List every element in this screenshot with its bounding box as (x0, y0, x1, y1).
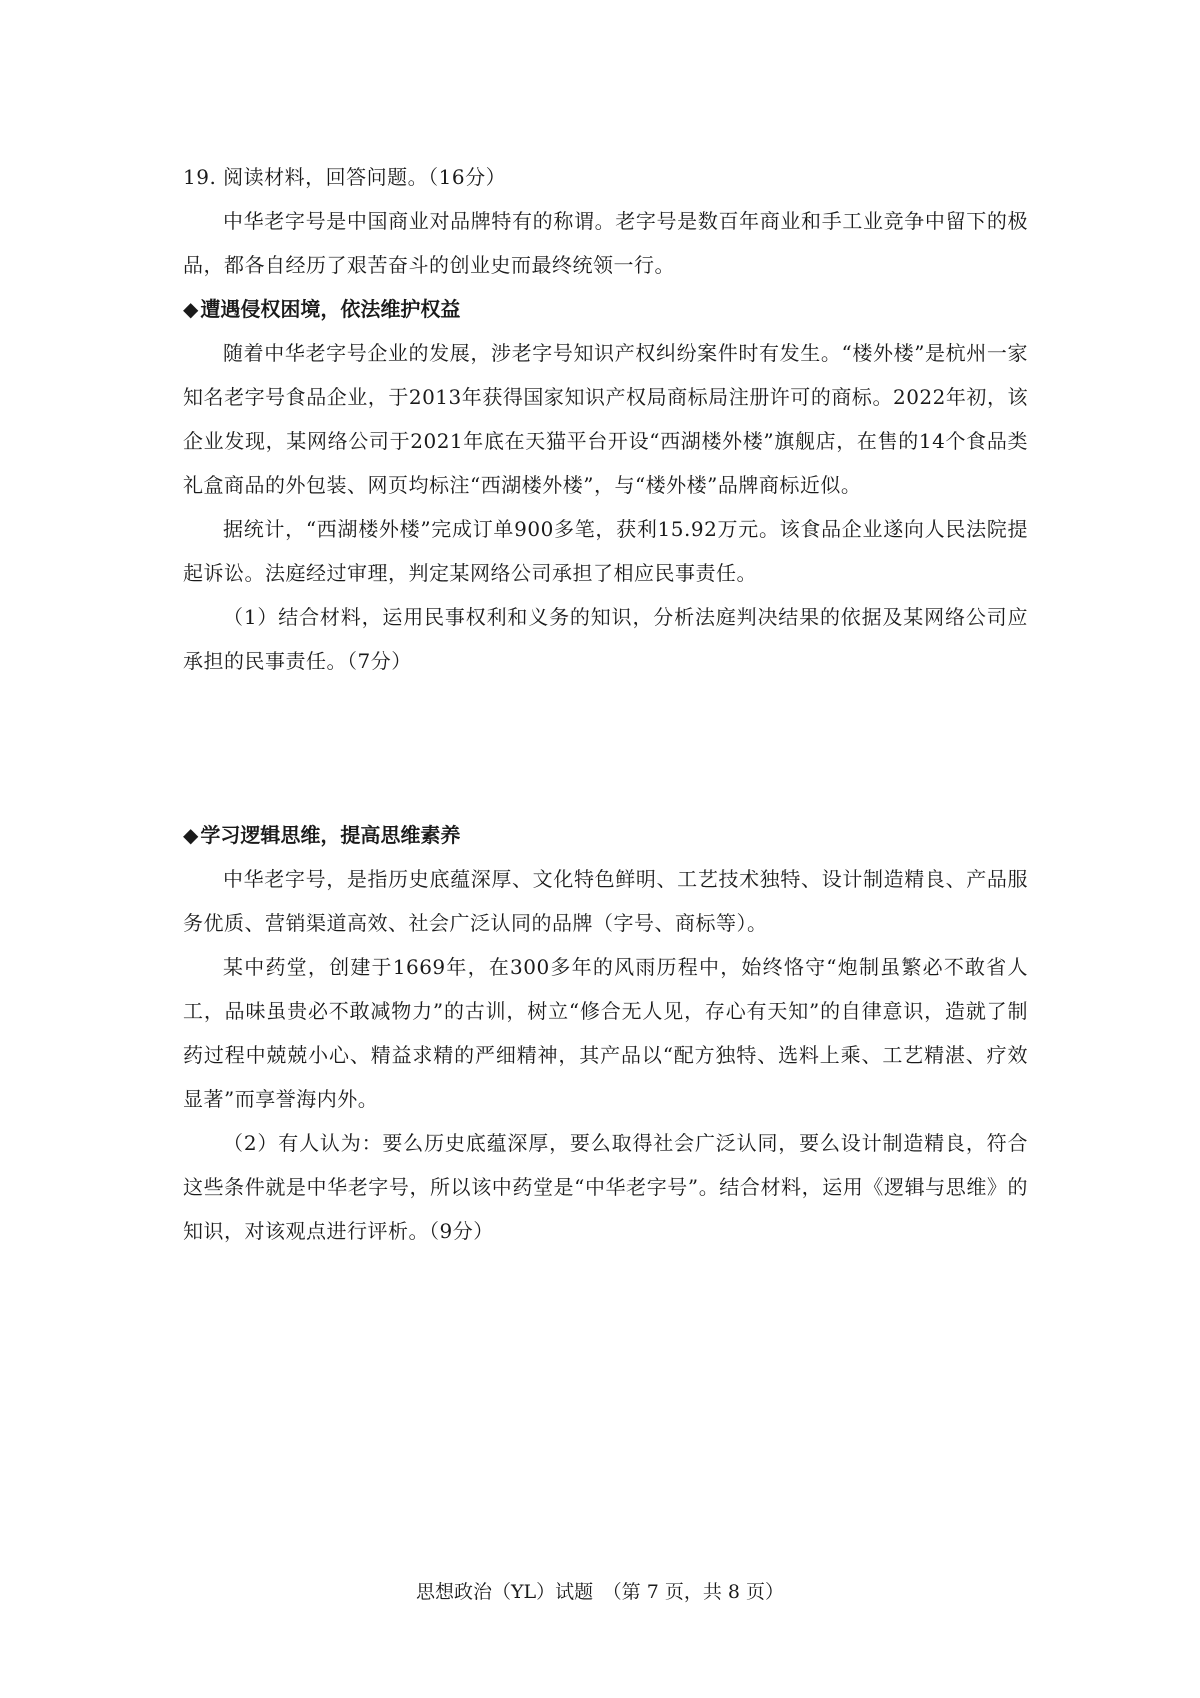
diamond-bullet-icon: ◆ (183, 823, 199, 847)
question-title: 19. 阅读材料，回答问题。（16分） (183, 165, 507, 189)
answer-space (183, 683, 1028, 813)
material-paragraph: 据统计，“西湖楼外楼”完成订单900多笔，获利15.92万元。该食品企业遂向人民法院提起诉讼。法庭经过审理，判定某网络公司承担了相应民事责任。 (183, 517, 1028, 585)
section-heading-logic (183, 813, 1028, 857)
question-content (183, 155, 1028, 1253)
diamond-bullet-icon: ◆ (183, 297, 199, 321)
material-paragraph: 某中药堂，创建于1669年，在300多年的风雨历程中，始终恪守“炮制虽繁必不敢省人工，品味虽贵必不敢减物力”的古训，树立“修合无人见，存心有天知”的自律意识，造就了制药过程中兢兢小心、精益求精的严细精神，其产品以“配方独特、选料上乘、工艺精湛、疗效显著”而享誉海内外。 (183, 955, 1028, 1111)
section-heading-infringement (183, 287, 1028, 331)
page-footer: 思想政治（YL）试题 （第 7 页，共 8 页） (416, 1581, 784, 1603)
sub-question-1: （1）结合材料，运用民事权利和义务的知识，分析法庭判决结果的依据及某网络公司应承担的民事责任。（7分） (183, 605, 1028, 673)
material-paragraph: 中华老字号，是指历史底蕴深厚、文化特色鲜明、工艺技术独特、设计制造精良、产品服务优质、营销渠道高效、社会广泛认同的品牌（字号、商标等）。 (183, 867, 1028, 935)
section-heading-text: 遭遇侵权困境，依法维护权益 (200, 297, 461, 321)
sub-question-2: （2）有人认为：要么历史底蕴深厚，要么取得社会广泛认同，要么设计制造精良，符合这些条件就是中华老字号，所以该中药堂是“中华老字号”。结合材料，运用《逻辑与思维》的知识，对该观点进行评析。（9分） (183, 1131, 1028, 1243)
section-heading-text: 学习逻辑思维，提高思维素养 (200, 823, 461, 847)
intro-paragraph: 中华老字号是中国商业对品牌特有的称谓。老字号是数百年商业和手工业竞争中留下的极品，都各自经历了艰苦奋斗的创业史而最终统领一行。 (183, 209, 1028, 277)
material-paragraph: 随着中华老字号企业的发展，涉老字号知识产权纠纷案件时有发生。“楼外楼”是杭州一家知名老字号食品企业，于2013年获得国家知识产权局商标局注册许可的商标。2022年初，该企业发现，某网络公司于2021年底在天猫平台开设“西湖楼外楼”旗舰店，在售的14个食品类礼盒商品的外包装、网页均标注“西湖楼外楼”，与“楼外楼”品牌商标近似。 (183, 341, 1028, 497)
